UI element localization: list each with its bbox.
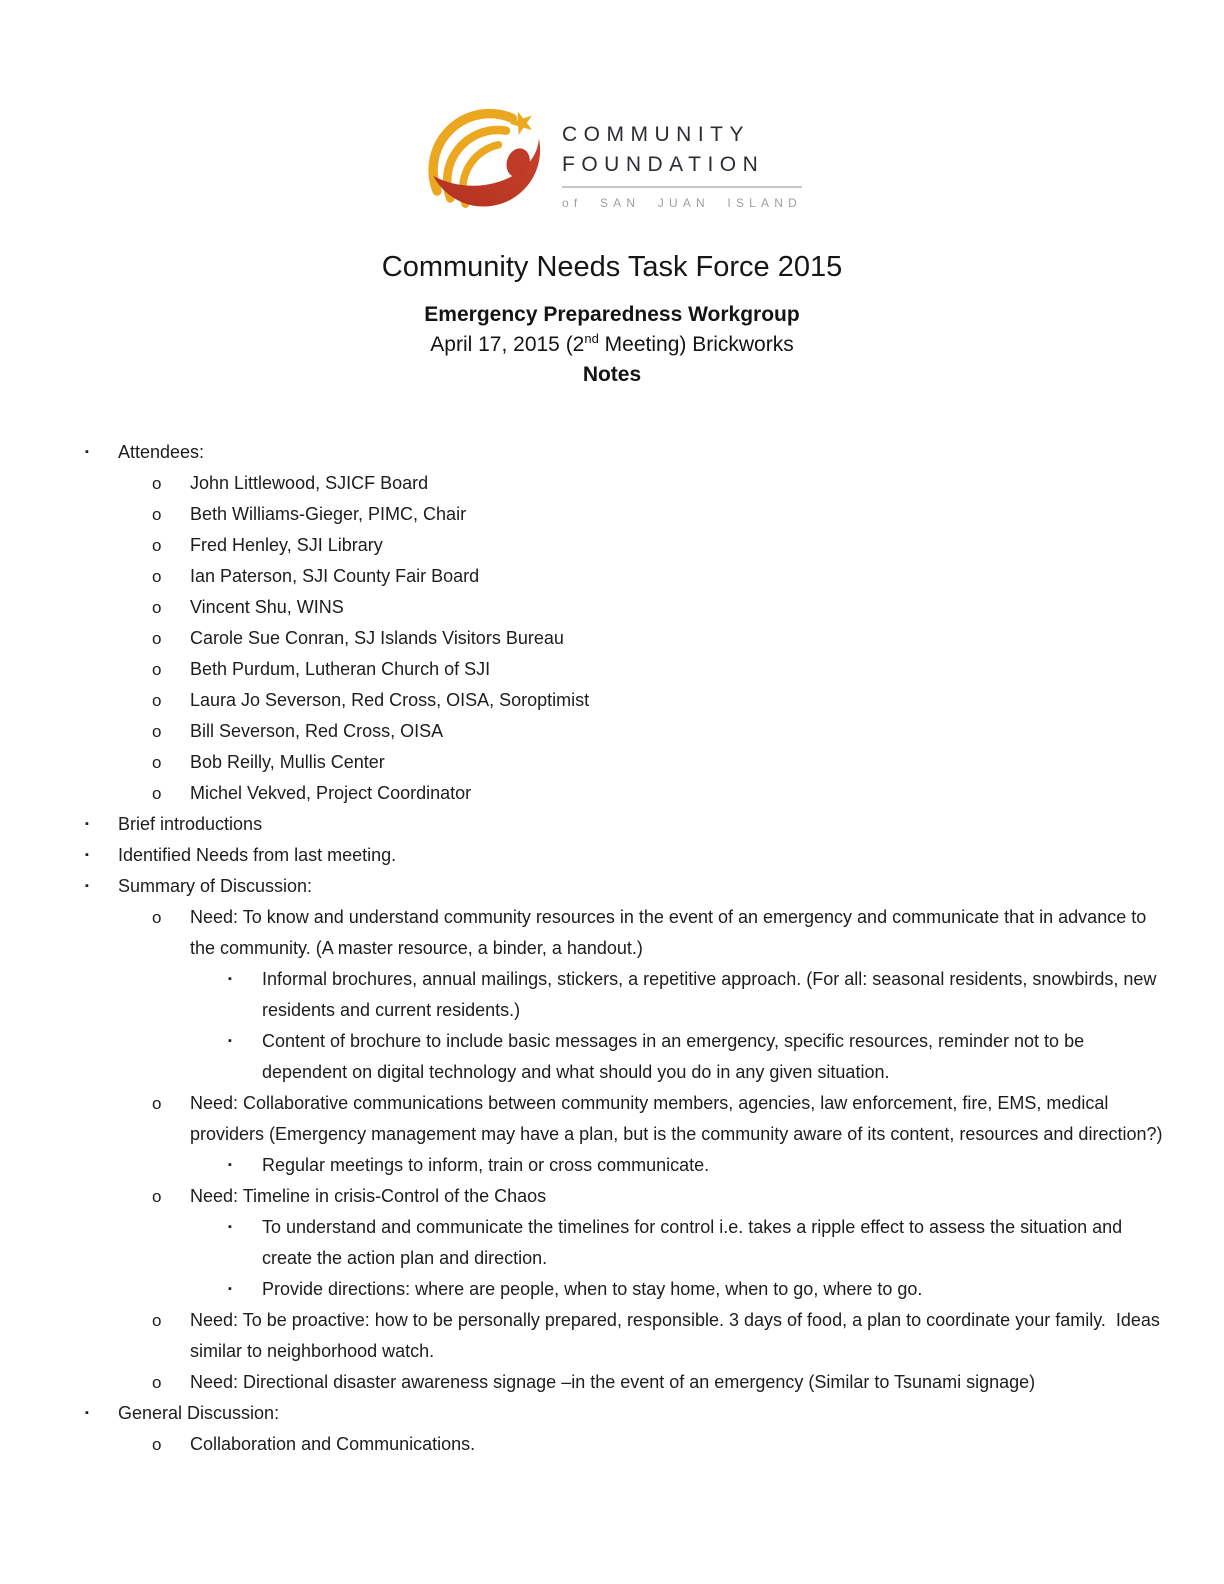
list-item (0, 871, 1168, 902)
circle-bullet: o (152, 722, 162, 741)
circle-bullet: o (152, 753, 162, 772)
list-item-text: To understand and communicate the timelines for control i.e. takes a ripple effect to assess the situation and create the action plan and direction. (262, 1217, 1128, 1268)
meeting-date-line (0, 333, 1224, 357)
list-item-text: John Littlewood, SJICF Board (190, 473, 429, 493)
list-item (0, 902, 1168, 964)
list-item (0, 468, 1168, 499)
list-item (0, 1367, 1168, 1398)
circle-bullet: o (152, 536, 162, 555)
list-item-text: Michel Vekved, Project Coordinator (190, 783, 472, 803)
list-item-text: Informal brochures, annual mailings, stickers, a repetitive approach. (For all: seasonal residents, snowbirds, new residents and current residents.) (262, 969, 1162, 1020)
list-item (0, 530, 1168, 561)
list-item-text: Attendees: (118, 442, 205, 462)
circle-bullet: o (152, 1187, 162, 1206)
workgroup-subtitle: Emergency Preparedness Workgroup (424, 303, 800, 326)
list-item-text: Vincent Shu, WINS (190, 597, 344, 617)
list-item (0, 1026, 1168, 1088)
circle-bullet: o (152, 784, 162, 803)
square-bullet: ▪ (228, 1159, 232, 1171)
list-item (0, 685, 1168, 716)
list-item (0, 1088, 1168, 1150)
list-item-text: Need: Timeline in crisis-Control of the Chaos (190, 1186, 547, 1206)
square-bullet: ▪ (228, 1035, 232, 1047)
list-item (0, 778, 1168, 809)
list-item-text: Need: Directional disaster awareness signage –in the event of an emergency (Similar to Tsunami signage) (190, 1372, 1036, 1392)
square-bullet: ▪ (85, 446, 89, 458)
list-item-text: Laura Jo Severson, Red Cross, OISA, Soroptimist (190, 690, 590, 710)
list-item-text: Provide directions: where are people, when to stay home, when to go, where to go. (262, 1279, 923, 1299)
list-item-text: Need: To be proactive: how to be personally prepared, responsible. 3 days of food, a plan to coordinate your family. Ideas similar to neighborhood watch. (190, 1310, 1165, 1361)
square-bullet: ▪ (85, 1407, 89, 1419)
list-item (0, 809, 1168, 840)
list-item-text: Carole Sue Conran, SJ Islands Visitors Bureau (190, 628, 564, 648)
list-item-text: Need: Collaborative communications between community members, agencies, law enforcement, fire, EMS, medical providers (Emergency management may have a plan, but is the community aware of its content, resources and direction?) (190, 1093, 1163, 1144)
circle-bullet: o (152, 567, 162, 586)
community-foundation-logo-mark (422, 95, 554, 221)
circle-bullet: o (152, 1435, 162, 1454)
circle-bullet: o (152, 505, 162, 524)
list-item (0, 1398, 1168, 1429)
list-item-text: Identified Needs from last meeting. (118, 845, 397, 865)
list-item-text: Ian Paterson, SJI County Fair Board (190, 566, 480, 586)
circle-bullet: o (152, 908, 162, 927)
list-item (0, 654, 1168, 685)
date-text-pre: April 17, 2015 (2 (430, 333, 585, 356)
circle-bullet: o (152, 598, 162, 617)
list-item (0, 840, 1168, 871)
list-item-text: General Discussion: (118, 1403, 280, 1423)
list-item (0, 1429, 1168, 1460)
list-item-text: Regular meetings to inform, train or cross communicate. (262, 1155, 710, 1175)
list-item (0, 1212, 1168, 1274)
circle-bullet: o (152, 660, 162, 679)
logo-tagline: of SAN JUAN ISLAND (562, 196, 802, 210)
circle-bullet: o (152, 1373, 162, 1392)
logo-word-foundation: FOUNDATION (562, 153, 765, 176)
page-title: Community Needs Task Force 2015 (381, 251, 843, 283)
logo-divider-line (562, 186, 802, 188)
list-item (0, 1150, 1168, 1181)
list-item-text: Bill Severson, Red Cross, OISA (190, 721, 444, 741)
circle-bullet: o (152, 629, 162, 648)
list-item (0, 592, 1168, 623)
list-item (0, 747, 1168, 778)
list-item (0, 561, 1168, 592)
date-ordinal-superscript: nd (584, 331, 599, 346)
notes-heading: Notes (582, 363, 642, 386)
square-bullet: ▪ (228, 973, 232, 985)
list-item-text: Fred Henley, SJI Library (190, 535, 383, 555)
list-item-text: Content of brochure to include basic messages in an emergency, specific resources, reminder not to be dependent on digital technology and what should you do in any given situation. (262, 1031, 1090, 1082)
list-item (0, 964, 1168, 1026)
list-item (0, 623, 1168, 654)
list-item-text: Beth Williams-Gieger, PIMC, Chair (190, 504, 467, 524)
list-item-text: Brief introductions (118, 814, 263, 834)
list-item (0, 437, 1168, 468)
list-item-text: Summary of Discussion: (118, 876, 313, 896)
circle-bullet: o (152, 474, 162, 493)
list-item (0, 499, 1168, 530)
list-item (0, 1274, 1168, 1305)
circle-bullet: o (152, 691, 162, 710)
list-item (0, 1181, 1168, 1212)
square-bullet: ▪ (85, 849, 89, 861)
circle-bullet: o (152, 1094, 162, 1113)
community-foundation-logo (0, 95, 1224, 221)
square-bullet: ▪ (228, 1283, 232, 1295)
logo-text-block (562, 106, 802, 210)
square-bullet: ▪ (228, 1221, 232, 1233)
date-text-post: Meeting) Brickworks (598, 333, 794, 356)
list-item-text: Bob Reilly, Mullis Center (190, 752, 385, 772)
circle-bullet: o (152, 1311, 162, 1330)
list-item-text: Collaboration and Communications. (190, 1434, 476, 1454)
list-item (0, 716, 1168, 747)
outline (0, 437, 1224, 1460)
square-bullet: ▪ (85, 818, 89, 830)
list-item-text: Beth Purdum, Lutheran Church of SJI (190, 659, 491, 679)
logo-word-community: COMMUNITY (562, 123, 751, 146)
square-bullet: ▪ (85, 880, 89, 892)
list-item (0, 1305, 1168, 1367)
list-item-text: Need: To know and understand community resources in the event of an emergency and communicate that in advance to the community. (A master resource, a binder, a handout.) (190, 907, 1152, 958)
